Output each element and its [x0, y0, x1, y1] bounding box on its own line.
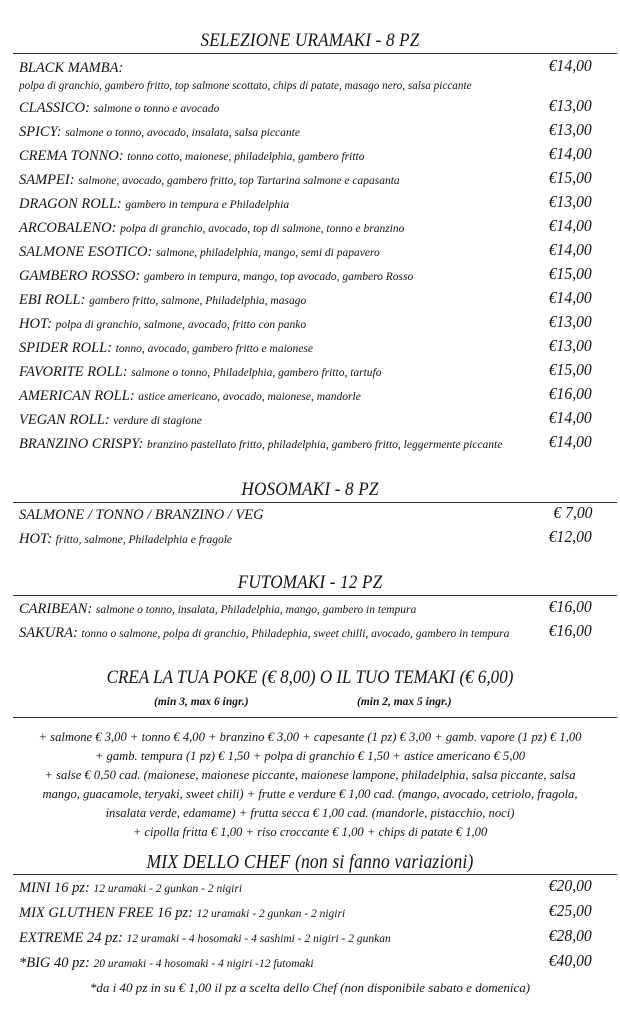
item-name: CREMA TONNO: — [19, 148, 124, 164]
addon-line: + salse € 0,50 cad. (maionese, maionese piccante, maionese lampone, philadelphia, salsa piccante, salsa — [44, 768, 576, 782]
item-description: salmone o tonno, insalata, Philadelphia, mango, gambero in tempura — [95, 604, 417, 616]
item-price: €15,00 — [548, 168, 592, 187]
item-description: 12 uramaki - 4 hosomaki - 4 sashimi - 2 nigiri - 2 gunkan — [126, 933, 391, 945]
item-description: salmone o tonno e avocado — [93, 103, 220, 115]
addon-line: mango, guacamole, teryaki, sweet chili) + frutte e verdure € 1,00 cad. (mango, avocado, cetriolo, fragola, — [42, 787, 578, 801]
futomaki-menu-item — [19, 601, 531, 618]
addon-line: + cipolla fritta € 1,00 + riso croccante € 1,00 + chips di patate € 1,00 — [132, 825, 488, 839]
item-name: SAMPEI: — [19, 172, 75, 188]
uramaki-menu-item — [19, 100, 531, 117]
poke-temaki-title: CREA LA TUA POKE (€ 8,00) O IL TUO TEMAKI (€ 6,00) — [106, 668, 514, 688]
item-name: GAMBERO ROSSO: — [19, 268, 141, 284]
item-name: SAKURA: — [19, 625, 78, 641]
item-price: €16,00 — [548, 597, 592, 616]
temaki-ingredient-note: (min 2, max 5 ingr.) — [357, 696, 452, 708]
item-price: €15,00 — [548, 360, 592, 379]
item-name: SALMONE ESOTICO: — [19, 244, 153, 260]
uramaki-menu-item — [19, 60, 531, 77]
item-price: €13,00 — [548, 312, 592, 331]
item-name: SPIDER ROLL: — [19, 340, 113, 356]
item-description: 20 uramaki - 4 hosomaki - 4 nigiri -12 futomaki — [93, 958, 314, 970]
item-price: €13,00 — [548, 192, 592, 211]
item-description: polpa di granchio, salmone, avocado, fritto con panko — [55, 319, 307, 331]
item-price: €25,00 — [548, 901, 592, 920]
item-price: €14,00 — [548, 432, 592, 451]
item-price: €40,00 — [548, 951, 592, 970]
item-price: €13,00 — [548, 96, 592, 115]
item-price: €13,00 — [548, 120, 592, 139]
addon-line: + salmone € 3,00 + tonno € 4,00 + branzino € 3,00 + capesante (1 pz) € 3,00 + gamb. vapore (1 pz) € 1,00 — [38, 730, 582, 744]
item-price: €15,00 — [548, 264, 592, 283]
mix-footnote: *da i 40 pz in su € 1,00 il pz a scelta dello Chef (non disponibile sabato e domenica) — [89, 980, 531, 995]
item-name: DRAGON ROLL: — [19, 196, 122, 212]
mix-section-title: MIX DELLO CHEF (non si fanno variazioni) — [146, 852, 474, 873]
addon-line: + gamb. tempura (1 pz) € 1,50 + polpa di granchio € 1,50 + astice americano € 5,00 — [94, 749, 526, 763]
uramaki-menu-item — [19, 268, 531, 285]
item-name: FAVORITE ROLL: — [19, 364, 128, 380]
item-price: €13,00 — [548, 336, 592, 355]
item-description: astice americano, avocado, maionese, mandorle — [138, 391, 361, 403]
futomaki-divider — [13, 595, 617, 596]
hosomaki-divider — [13, 502, 617, 503]
uramaki-menu-item — [19, 292, 531, 309]
item-price: €14,00 — [548, 144, 592, 163]
item-name: HOT: — [19, 316, 53, 332]
poke-ingredient-note: (min 3, max 6 ingr.) — [154, 696, 249, 708]
item-price: €14,00 — [548, 216, 592, 235]
hosomaki-section-title: HOSOMAKI - 8 PZ — [241, 479, 379, 500]
item-description: gambero in tempura, mango, top avocado, gambero Rosso — [143, 271, 414, 283]
item-description: 12 uramaki - 2 gunkan - 2 nigiri — [93, 883, 243, 895]
mix-menu-item — [19, 955, 531, 972]
item-description: polpa di granchio, gambero fritto, top salmone scottato, chips di patate, masago nero, salsa piccante — [19, 80, 472, 92]
item-price: €28,00 — [548, 926, 592, 945]
hosomaki-menu-item — [19, 531, 531, 548]
item-description: salmone o tonno, Philadelphia, gambero fritto, tartufo — [131, 367, 382, 379]
item-price: € 7,00 — [552, 503, 592, 522]
item-name: VEGAN ROLL: — [19, 412, 110, 428]
item-description: verdure di stagione — [113, 415, 202, 427]
item-name: SALMONE / TONNO / BRANZINO / VEG — [19, 507, 264, 523]
uramaki-menu-item — [19, 124, 531, 141]
item-description: salmone, philadelphia, mango, semi di papavero — [155, 247, 380, 259]
mix-divider — [13, 874, 617, 875]
item-price: €20,00 — [548, 876, 592, 895]
uramaki-section-title: SELEZIONE URAMAKI - 8 PZ — [200, 30, 420, 51]
uramaki-menu-item — [19, 340, 531, 357]
poke-addons — [20, 728, 600, 842]
item-name: SPICY: — [19, 124, 62, 140]
uramaki-divider — [13, 53, 617, 54]
item-price: €12,00 — [548, 527, 592, 546]
uramaki-menu-item — [19, 388, 531, 405]
item-name: BRANZINO CRISPY: — [19, 436, 144, 452]
item-description: fritto, salmone, Philadelphia e fragole — [55, 534, 232, 546]
item-price: €14,00 — [548, 408, 592, 427]
mix-menu-item — [19, 930, 531, 947]
uramaki-menu-item — [19, 172, 531, 189]
item-price: €16,00 — [548, 621, 592, 640]
uramaki-menu-item — [19, 316, 531, 333]
item-price: €16,00 — [548, 384, 592, 403]
uramaki-menu-item — [19, 364, 531, 381]
item-description: 12 uramaki - 2 gunkan - 2 nigiri — [196, 908, 346, 920]
item-description: branzino pastellato fritto, philadelphia, gambero fritto, leggermente piccante — [146, 439, 503, 451]
uramaki-menu-item — [19, 436, 531, 453]
item-description: salmone o tonno, avocado, insalata, salsa piccante — [65, 127, 300, 139]
item-name: MIX GLUTHEN FREE 16 pz: — [19, 905, 193, 921]
mix-menu-item — [19, 880, 531, 897]
item-name: EBI ROLL: — [19, 292, 86, 308]
uramaki-menu-item — [19, 220, 531, 237]
item-name: HOT: — [19, 531, 53, 547]
item-name: BLACK MAMBA: — [19, 60, 124, 76]
uramaki-menu-item — [19, 148, 531, 165]
poke-divider — [13, 717, 617, 718]
item-price: €14,00 — [548, 56, 592, 75]
item-description: polpa di granchio, avocado, top di salmone, tonno e branzino — [120, 223, 405, 235]
item-description: gambero in tempura e Philadelphia — [125, 199, 290, 211]
item-name: EXTREME 24 pz: — [19, 930, 123, 946]
item-description: tonno o salmone, polpa di granchio, Philadephia, sweet chilli, avocado, gambero in tempura — [81, 628, 510, 640]
item-name: CARIBEAN: — [19, 601, 93, 617]
item-name: AMERICAN ROLL: — [19, 388, 135, 404]
item-name: *BIG 40 pz: — [19, 955, 90, 971]
addon-line: insalata verde, edamame) + frutta secca € 1,00 cad. (mandorle, pistacchio, noci) — [105, 806, 515, 820]
item-name: CLASSICO: — [19, 100, 90, 116]
item-description: tonno, avocado, gambero fritto e maionese — [115, 343, 313, 355]
mix-menu-item — [19, 905, 531, 922]
item-name: ARCOBALENO: — [19, 220, 117, 236]
futomaki-menu-item — [19, 625, 531, 642]
uramaki-menu-item — [19, 196, 531, 213]
item-name: MINI 16 pz: — [19, 880, 90, 896]
item-description: gambero fritto, salmone, Philadelphia, masago — [89, 295, 307, 307]
futomaki-section-title: FUTOMAKI - 12 PZ — [237, 572, 383, 593]
item-description: salmone, avocado, gambero fritto, top Tartarina salmone e capasanta — [78, 175, 400, 187]
uramaki-menu-item — [19, 412, 531, 429]
item-description: tonno cotto, maionese, philadelphia, gambero fritto — [127, 151, 365, 163]
hosomaki-menu-item — [19, 507, 531, 524]
uramaki-menu-item — [19, 244, 531, 261]
item-price: €14,00 — [548, 288, 592, 307]
item-price: €14,00 — [548, 240, 592, 259]
